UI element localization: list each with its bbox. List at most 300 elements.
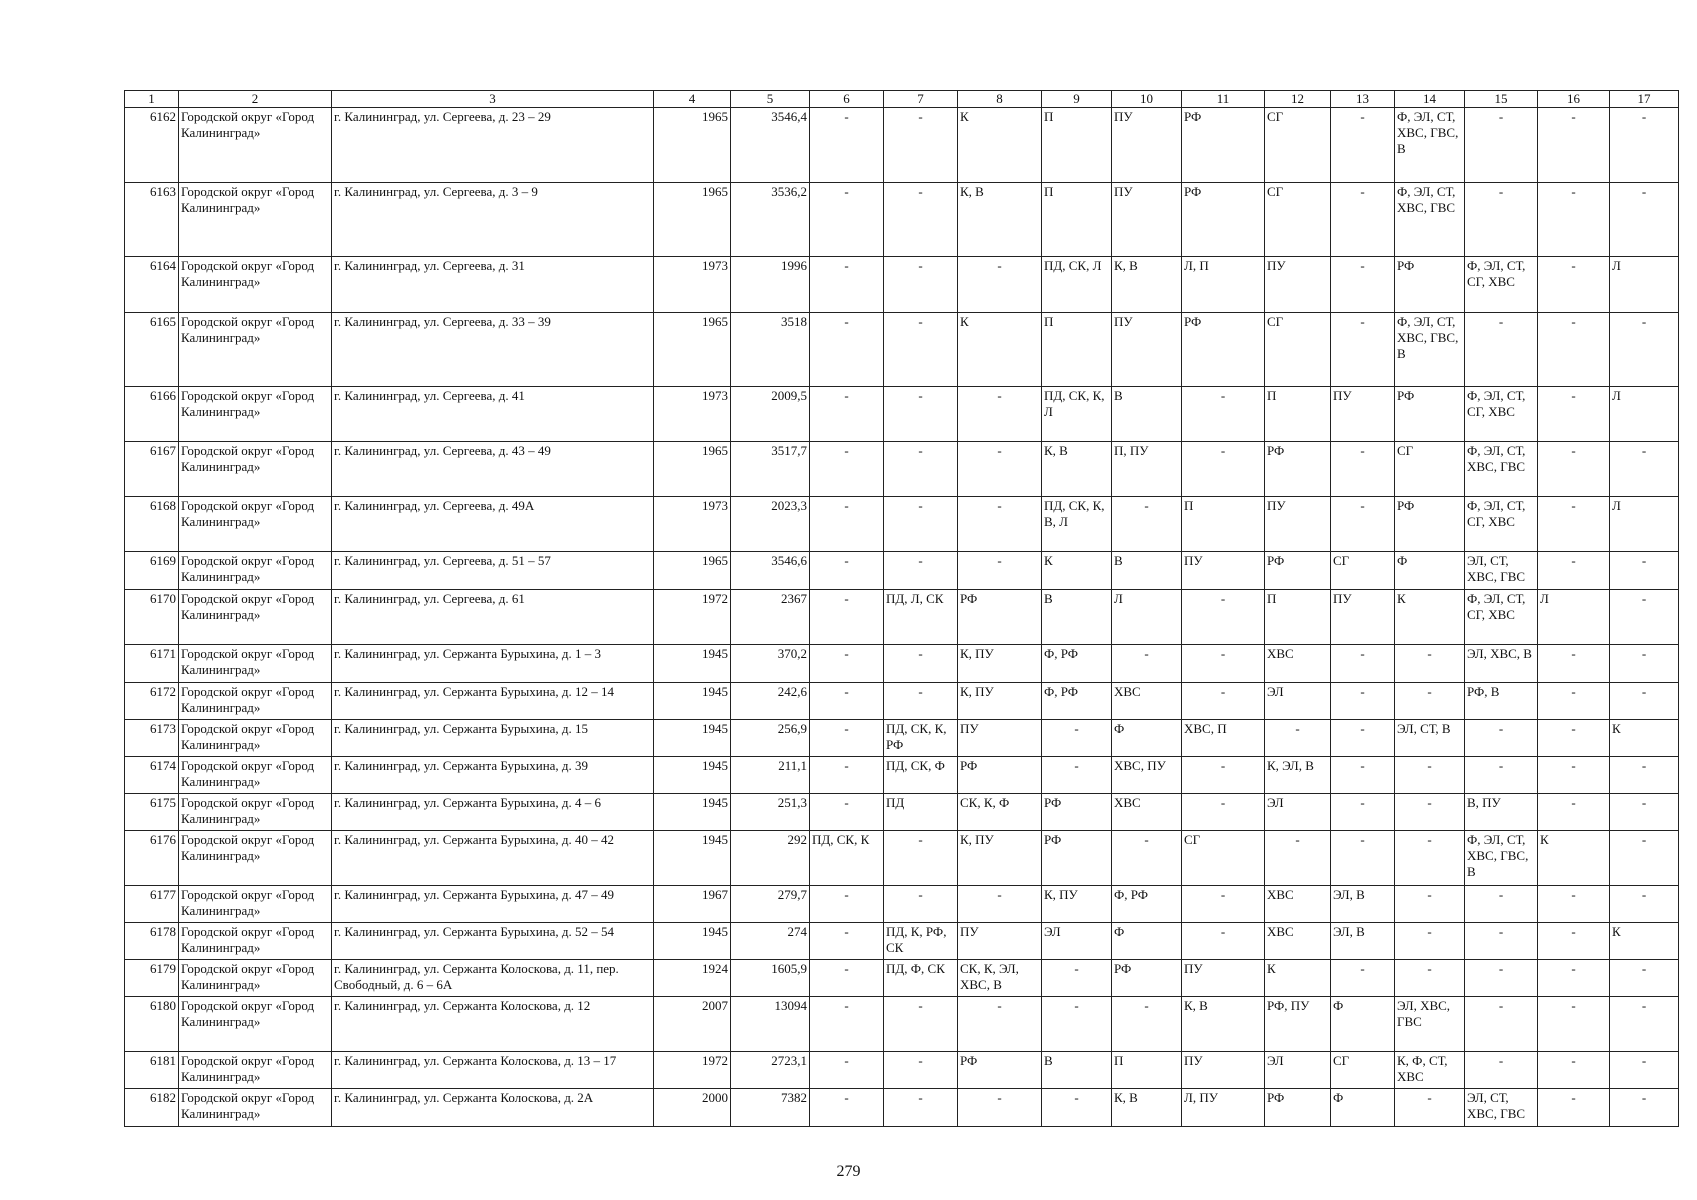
cell-col-16: - [1538,645,1610,683]
cell-col-8: - [958,442,1042,497]
cell-col-5: 370,2 [731,645,810,683]
cell-col-12: П [1265,590,1331,645]
cell-col-17: - [1610,590,1679,645]
cell-col-7: ПД, Ф, СК [884,960,958,997]
cell-col-16: - [1538,497,1610,552]
column-header-12: 12 [1265,91,1331,108]
cell-col-15: ЭЛ, СТ, ХВС, ГВС [1465,1089,1538,1127]
cell-col-16: - [1538,794,1610,831]
cell-col-12: П [1265,387,1331,442]
cell-col-14: К, Ф, СТ, ХВС [1395,1052,1465,1089]
cell-col-6: - [810,590,884,645]
cell-col-13: - [1331,960,1395,997]
cell-col-15: Ф, ЭЛ, СТ, СГ, ХВС [1465,497,1538,552]
cell-col-7: - [884,645,958,683]
cell-col-2: Городской округ «Город Калининград» [179,183,332,257]
cell-col-3: г. Калининград, ул. Сержанта Колоскова, д. 11, пер. Свободный, д. 6 – 6А [332,960,654,997]
registry-table [124,90,1679,1127]
cell-col-2: Городской округ «Город Калининград» [179,720,332,757]
cell-col-4: 1945 [654,794,731,831]
cell-col-3: г. Калининград, ул. Сержанта Бурыхина, д. 47 – 49 [332,886,654,923]
cell-col-9: К, ПУ [1042,886,1112,923]
cell-col-4: 1973 [654,387,731,442]
cell-col-7: - [884,1052,958,1089]
cell-col-15: РФ, В [1465,683,1538,720]
cell-col-9: В [1042,1052,1112,1089]
table-row [125,442,1679,497]
cell-col-6: - [810,720,884,757]
cell-col-14: Ф [1395,552,1465,590]
cell-col-2: Городской округ «Город Калининград» [179,645,332,683]
cell-col-11: - [1182,645,1265,683]
cell-col-11: Л, ПУ [1182,1089,1265,1127]
cell-col-3: г. Калининград, ул. Сержанта Колоскова, д. 12 [332,997,654,1052]
cell-col-4: 1945 [654,645,731,683]
cell-col-11: - [1182,387,1265,442]
cell-col-9: - [1042,997,1112,1052]
column-header-15: 15 [1465,91,1538,108]
cell-col-7: - [884,108,958,183]
cell-col-1: 6163 [125,183,179,257]
column-header-17: 17 [1610,91,1679,108]
column-header-9: 9 [1042,91,1112,108]
cell-col-7: - [884,886,958,923]
cell-col-15: - [1465,108,1538,183]
cell-col-2: Городской округ «Город Калининград» [179,552,332,590]
cell-col-9: - [1042,960,1112,997]
cell-col-9: Ф, РФ [1042,645,1112,683]
table-body [125,108,1679,1127]
column-header-2: 2 [179,91,332,108]
cell-col-13: ЭЛ, В [1331,886,1395,923]
table-row [125,645,1679,683]
cell-col-8: К [958,313,1042,387]
cell-col-9: В [1042,590,1112,645]
cell-col-5: 292 [731,831,810,886]
cell-col-4: 1945 [654,720,731,757]
cell-col-12: РФ [1265,552,1331,590]
cell-col-17: К [1610,720,1679,757]
table-row [125,997,1679,1052]
cell-col-2: Городской округ «Город Калининград» [179,831,332,886]
cell-col-2: Городской округ «Город Калининград» [179,997,332,1052]
cell-col-10: - [1112,497,1182,552]
cell-col-3: г. Калининград, ул. Сергеева, д. 43 – 49 [332,442,654,497]
cell-col-12: СГ [1265,108,1331,183]
cell-col-1: 6165 [125,313,179,387]
column-header-6: 6 [810,91,884,108]
cell-col-9: - [1042,757,1112,794]
cell-col-13: Ф [1331,997,1395,1052]
cell-col-3: г. Калининград, ул. Сергеева, д. 49А [332,497,654,552]
cell-col-12: ЭЛ [1265,683,1331,720]
cell-col-6: - [810,923,884,960]
cell-col-14: ЭЛ, ХВС, ГВС [1395,997,1465,1052]
cell-col-15: ЭЛ, СТ, ХВС, ГВС [1465,552,1538,590]
cell-col-7: ПД [884,794,958,831]
cell-col-15: - [1465,183,1538,257]
cell-col-6: - [810,757,884,794]
cell-col-9: К, В [1042,442,1112,497]
cell-col-12: РФ [1265,442,1331,497]
cell-col-10: ХВС [1112,794,1182,831]
cell-col-13: ПУ [1331,590,1395,645]
cell-col-13: - [1331,442,1395,497]
table-row [125,257,1679,313]
cell-col-17: - [1610,1089,1679,1127]
cell-col-14: - [1395,757,1465,794]
header-row [125,91,1679,108]
cell-col-10: В [1112,387,1182,442]
cell-col-1: 6179 [125,960,179,997]
column-header-1: 1 [125,91,179,108]
cell-col-10: Ф, РФ [1112,886,1182,923]
column-header-13: 13 [1331,91,1395,108]
cell-col-13: ПУ [1331,387,1395,442]
cell-col-13: - [1331,794,1395,831]
cell-col-5: 2023,3 [731,497,810,552]
cell-col-10: ПУ [1112,183,1182,257]
cell-col-10: ХВС, ПУ [1112,757,1182,794]
cell-col-16: - [1538,442,1610,497]
cell-col-2: Городской округ «Город Калининград» [179,442,332,497]
cell-col-15: - [1465,886,1538,923]
cell-col-8: - [958,1089,1042,1127]
cell-col-6: - [810,1052,884,1089]
table-row [125,1089,1679,1127]
cell-col-4: 1972 [654,1052,731,1089]
cell-col-1: 6176 [125,831,179,886]
cell-col-16: - [1538,183,1610,257]
cell-col-17: - [1610,757,1679,794]
column-header-5: 5 [731,91,810,108]
cell-col-3: г. Калининград, ул. Сержанта Бурыхина, д. 1 – 3 [332,645,654,683]
cell-col-10: РФ [1112,960,1182,997]
cell-col-13: - [1331,720,1395,757]
cell-col-3: г. Калининград, ул. Сергеева, д. 61 [332,590,654,645]
table-row [125,552,1679,590]
cell-col-5: 211,1 [731,757,810,794]
cell-col-11: ПУ [1182,552,1265,590]
cell-col-11: К, В [1182,997,1265,1052]
cell-col-12: РФ, ПУ [1265,997,1331,1052]
cell-col-9: ПД, СК, Л [1042,257,1112,313]
cell-col-1: 6170 [125,590,179,645]
column-header-7: 7 [884,91,958,108]
cell-col-15: Ф, ЭЛ, СТ, СГ, ХВС [1465,590,1538,645]
cell-col-5: 13094 [731,997,810,1052]
cell-col-4: 1973 [654,497,731,552]
cell-col-4: 1965 [654,313,731,387]
cell-col-8: РФ [958,1052,1042,1089]
cell-col-1: 6162 [125,108,179,183]
cell-col-12: СГ [1265,183,1331,257]
cell-col-11: - [1182,923,1265,960]
cell-col-1: 6167 [125,442,179,497]
cell-col-4: 1945 [654,683,731,720]
cell-col-13: - [1331,683,1395,720]
cell-col-5: 251,3 [731,794,810,831]
table-row [125,794,1679,831]
cell-col-3: г. Калининград, ул. Сергеева, д. 23 – 29 [332,108,654,183]
cell-col-10: Ф [1112,923,1182,960]
cell-col-1: 6177 [125,886,179,923]
cell-col-4: 2000 [654,1089,731,1127]
column-header-10: 10 [1112,91,1182,108]
cell-col-3: г. Калининград, ул. Сержанта Колоскова, д. 13 – 17 [332,1052,654,1089]
cell-col-10: К, В [1112,257,1182,313]
cell-col-11: - [1182,442,1265,497]
column-header-11: 11 [1182,91,1265,108]
cell-col-14: СГ [1395,442,1465,497]
cell-col-3: г. Калининград, ул. Сержанта Бурыхина, д. 52 – 54 [332,923,654,960]
cell-col-17: - [1610,886,1679,923]
cell-col-16: - [1538,108,1610,183]
cell-col-11: - [1182,590,1265,645]
cell-col-7: ПД, СК, К, РФ [884,720,958,757]
table-row [125,757,1679,794]
cell-col-8: - [958,997,1042,1052]
cell-col-16: - [1538,720,1610,757]
cell-col-14: Ф, ЭЛ, СТ, ХВС, ГВС, В [1395,313,1465,387]
cell-col-17: - [1610,313,1679,387]
cell-col-2: Городской округ «Город Калининград» [179,313,332,387]
cell-col-2: Городской округ «Город Калининград» [179,757,332,794]
cell-col-8: ПУ [958,720,1042,757]
cell-col-3: г. Калининград, ул. Сержанта Колоскова, д. 2А [332,1089,654,1127]
cell-col-2: Городской округ «Город Калининград» [179,923,332,960]
cell-col-3: г. Калининград, ул. Сергеева, д. 33 – 39 [332,313,654,387]
table-row [125,313,1679,387]
cell-col-5: 3517,7 [731,442,810,497]
cell-col-5: 2009,5 [731,387,810,442]
cell-col-4: 1972 [654,590,731,645]
cell-col-14: Ф, ЭЛ, СТ, ХВС, ГВС, В [1395,108,1465,183]
table-row [125,183,1679,257]
cell-col-9: РФ [1042,794,1112,831]
cell-col-1: 6181 [125,1052,179,1089]
page-number: 279 [836,1163,861,1180]
cell-col-8: - [958,886,1042,923]
cell-col-7: ПД, СК, Ф [884,757,958,794]
cell-col-2: Городской округ «Город Калининград» [179,1089,332,1127]
table-row [125,1052,1679,1089]
cell-col-16: - [1538,886,1610,923]
cell-col-5: 3546,4 [731,108,810,183]
cell-col-17: Л [1610,497,1679,552]
cell-col-2: Городской округ «Город Калининград» [179,683,332,720]
cell-col-9: ЭЛ [1042,923,1112,960]
cell-col-7: - [884,997,958,1052]
cell-col-5: 3536,2 [731,183,810,257]
table-row [125,720,1679,757]
cell-col-6: - [810,886,884,923]
cell-col-11: ПУ [1182,1052,1265,1089]
cell-col-13: - [1331,757,1395,794]
cell-col-5: 2723,1 [731,1052,810,1089]
cell-col-5: 1605,9 [731,960,810,997]
cell-col-17: - [1610,794,1679,831]
cell-col-16: - [1538,757,1610,794]
cell-col-13: СГ [1331,552,1395,590]
cell-col-13: - [1331,183,1395,257]
cell-col-4: 1965 [654,108,731,183]
cell-col-7: - [884,387,958,442]
cell-col-16: - [1538,997,1610,1052]
cell-col-10: К, В [1112,1089,1182,1127]
cell-col-12: ПУ [1265,257,1331,313]
cell-col-9: ПД, СК, К, В, Л [1042,497,1112,552]
cell-col-15: - [1465,313,1538,387]
cell-col-5: 256,9 [731,720,810,757]
cell-col-7: - [884,183,958,257]
cell-col-1: 6180 [125,997,179,1052]
cell-col-16: - [1538,960,1610,997]
cell-col-10: ПУ [1112,313,1182,387]
column-header-16: 16 [1538,91,1610,108]
cell-col-11: СГ [1182,831,1265,886]
cell-col-9: - [1042,720,1112,757]
cell-col-4: 2007 [654,997,731,1052]
cell-col-8: ПУ [958,923,1042,960]
cell-col-13: ЭЛ, В [1331,923,1395,960]
cell-col-5: 3518 [731,313,810,387]
column-header-8: 8 [958,91,1042,108]
cell-col-4: 1965 [654,183,731,257]
cell-col-13: - [1331,497,1395,552]
cell-col-9: П [1042,108,1112,183]
cell-col-11: - [1182,886,1265,923]
cell-col-16: - [1538,552,1610,590]
cell-col-12: ХВС [1265,645,1331,683]
cell-col-3: г. Калининград, ул. Сержанта Бурыхина, д. 39 [332,757,654,794]
cell-col-10: Ф [1112,720,1182,757]
cell-col-15: Ф, ЭЛ, СТ, СГ, ХВС [1465,387,1538,442]
cell-col-14: - [1395,1089,1465,1127]
cell-col-3: г. Калининград, ул. Сержанта Бурыхина, д. 40 – 42 [332,831,654,886]
cell-col-3: г. Калининград, ул. Сергеева, д. 3 – 9 [332,183,654,257]
cell-col-5: 3546,6 [731,552,810,590]
table-row [125,683,1679,720]
cell-col-11: РФ [1182,108,1265,183]
cell-col-3: г. Калининград, ул. Сержанта Бурыхина, д. 12 – 14 [332,683,654,720]
cell-col-12: СГ [1265,313,1331,387]
cell-col-10: В [1112,552,1182,590]
table-row [125,387,1679,442]
cell-col-8: СК, К, ЭЛ, ХВС, В [958,960,1042,997]
cell-col-12: РФ [1265,1089,1331,1127]
cell-col-16: - [1538,257,1610,313]
table-row [125,960,1679,997]
cell-col-14: - [1395,683,1465,720]
table-row [125,886,1679,923]
cell-col-1: 6168 [125,497,179,552]
cell-col-14: РФ [1395,497,1465,552]
cell-col-1: 6175 [125,794,179,831]
cell-col-9: П [1042,313,1112,387]
cell-col-1: 6172 [125,683,179,720]
cell-col-17: - [1610,1052,1679,1089]
cell-col-17: - [1610,997,1679,1052]
cell-col-6: - [810,183,884,257]
table-row [125,108,1679,183]
cell-col-6: - [810,108,884,183]
cell-col-15: - [1465,997,1538,1052]
cell-col-11: РФ [1182,183,1265,257]
cell-col-12: К [1265,960,1331,997]
cell-col-10: ХВС [1112,683,1182,720]
cell-col-17: - [1610,108,1679,183]
cell-col-1: 6174 [125,757,179,794]
cell-col-10: П [1112,1052,1182,1089]
cell-col-9: РФ [1042,831,1112,886]
cell-col-1: 6164 [125,257,179,313]
cell-col-14: К [1395,590,1465,645]
cell-col-16: - [1538,1052,1610,1089]
cell-col-14: - [1395,645,1465,683]
cell-col-5: 2367 [731,590,810,645]
cell-col-5: 242,6 [731,683,810,720]
cell-col-11: ХВС, П [1182,720,1265,757]
cell-col-12: ЭЛ [1265,794,1331,831]
cell-col-6: - [810,387,884,442]
cell-col-8: - [958,497,1042,552]
cell-col-6: - [810,442,884,497]
cell-col-7: - [884,552,958,590]
cell-col-14: ЭЛ, СТ, В [1395,720,1465,757]
cell-col-1: 6182 [125,1089,179,1127]
cell-col-11: РФ [1182,313,1265,387]
cell-col-7: - [884,313,958,387]
cell-col-13: - [1331,313,1395,387]
cell-col-16: К [1538,831,1610,886]
cell-col-5: 274 [731,923,810,960]
cell-col-14: РФ [1395,257,1465,313]
cell-col-15: - [1465,757,1538,794]
column-header-4: 4 [654,91,731,108]
cell-col-13: - [1331,257,1395,313]
cell-col-4: 1965 [654,442,731,497]
cell-col-11: - [1182,683,1265,720]
table-row [125,831,1679,886]
cell-col-13: - [1331,645,1395,683]
cell-col-17: - [1610,831,1679,886]
cell-col-11: П [1182,497,1265,552]
cell-col-15: - [1465,720,1538,757]
column-number-header [125,91,1679,108]
cell-col-9: Ф, РФ [1042,683,1112,720]
cell-col-4: 1945 [654,831,731,886]
cell-col-6: - [810,683,884,720]
cell-col-7: - [884,1089,958,1127]
cell-col-5: 279,7 [731,886,810,923]
cell-col-2: Городской округ «Город Калининград» [179,590,332,645]
cell-col-6: - [810,313,884,387]
table-row [125,923,1679,960]
cell-col-11: Л, П [1182,257,1265,313]
cell-col-9: П [1042,183,1112,257]
cell-col-2: Городской округ «Город Калининград» [179,960,332,997]
cell-col-1: 6173 [125,720,179,757]
cell-col-16: - [1538,387,1610,442]
cell-col-7: - [884,683,958,720]
cell-col-6: - [810,1089,884,1127]
cell-col-15: Ф, ЭЛ, СТ, СГ, ХВС [1465,257,1538,313]
cell-col-17: - [1610,442,1679,497]
cell-col-8: - [958,387,1042,442]
cell-col-7: - [884,497,958,552]
cell-col-6: - [810,257,884,313]
